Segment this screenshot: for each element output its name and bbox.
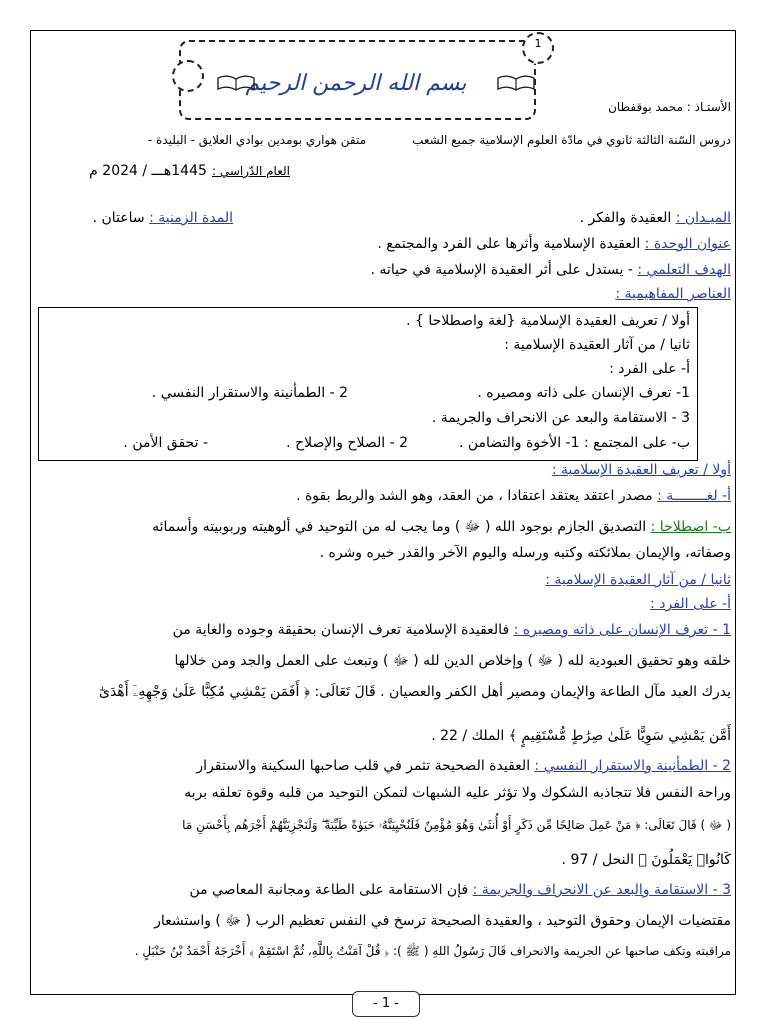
effect-3-label: 3 - الاستقامة والبعد عن الانحراف والجريمة : [472,882,731,898]
lang-text: مصدر اعتقد يعتقد اعتقادا ، من العقد، وهو الشد والربط بقوة . [296,488,653,504]
lang-definition [296,488,731,504]
concept-line: 2 - الطمأنينة والاستقرار النفسي . [151,385,348,401]
duration-value: ساعتان . [92,210,145,226]
concept-line: أولا / تعريف العقيدة الإسلامية {لغة واصطلاحا } . [406,313,690,329]
effect-1-cont: يدرك العبد مآل الطاعة والإيمان ومصير أهل الكفر والعصيان . قَالَ تَعَالَى: ﴿ أَفَمَن يَمْشِي مُكِبًّا عَلَىٰ وَجْهِهِۦٓ أَهْدَىٰٓ [99,684,731,700]
effect-3 [189,882,731,898]
concept-line: ثانيا / من آثار العقيدة الإسلامية : [504,337,690,353]
unit-line [377,236,731,252]
concepts-label: العناصر المفاهيمية : [615,286,731,302]
effect-1-label: 1 - تعرف الإنسان على ذاته ومصيره : [513,622,731,638]
duration-label: المدة الزمنية : [149,210,233,226]
goal-line [371,262,731,278]
term-label: ب- اصطلاحا : [650,519,731,535]
field-line [580,210,731,226]
effect-1-cont: أَمَّن يَمْشِي سَوِيًّا عَلَىٰ صِرَٰطٍ مُّسْتَقِيمٍ ﴾ الملك / 22 . [431,728,731,744]
effect-2-text: العقيدة الصحيحة تثمر في قلب صاحبها السكينة والاستقرار [196,758,531,774]
concept-line: 1- تعرف الإنسان على ذاته ومصيره . [477,385,690,401]
field-value: العقيدة والفكر . [579,210,672,226]
effect-2-cont: ( ﷻ ) قَالَ تَعَالَى: ﴿ مَنْ عَمِلَ صَالِحًا مِّن ذَكَرٍ أَوْ أُنثَىٰ وَهُوَ مُؤْمِنٌ فَلَنُحْيِيَنَّهُۥ حَيَوٰةً طَيِّبَةً ۖ وَلَنَجْزِيَنَّهُمْ أَجْرَهُم بِأَحْسَنِ مَا [182,818,731,832]
school-year [89,160,290,179]
teacher-name: الأستـاذ : محمد بوقفطان [608,100,731,114]
concept-line: 2 - الصلاح والإصلاح . [286,435,408,451]
concept-line: - تحقق الأمن . [123,435,208,451]
effect-2-label: 2 - الطمأنينة والاستقرار النفسي : [534,758,731,774]
subsection-title: أ- على الفرد : [650,596,731,612]
effect-1-cont: خلقه وهو تحقيق العبودية لله ( ﷻ ) وإخلاص الدين لله ( ﷻ ) وتبعث على العمل والجد ومن خلالها [174,653,731,669]
open-book-icon [216,74,256,92]
effect-3-cont: مراقبته وتكف صاحبها عن الجريمة والانحراف قَالَ رَسُولُ اللهِ ( ﷺ ): ﴿ قُلْ آمَنْتُ بِاللَّهِ، ثُمَّ اسْتَقِمْ ﴾ أَخْرَجَهُ أَحْمَدُ بْنُ حَنْبَلٍ . [134,944,731,958]
banner-number: 1 [534,37,542,50]
effect-2-cont: وراحة النفس فلا تتجاذبه الشكوك ولا تؤثر عليه الشبهات لتمكن التوحيد من قلبه وقوة تعلقه بربه [184,785,731,801]
section-title: أولا / تعريف العقيدة الإسلامية : [551,462,731,478]
effect-3-text: فإن الاستقامة على الطاعة ومجانبة المعاصي من [189,882,469,898]
lessons-title: دروس السّنة الثالثة ثانوي في مادّة العلوم الإسلامية جميع الشعب [412,133,731,147]
goal-value: - يستدل على أثر العقيدة الإسلامية في حياته . [370,262,633,278]
section-title: ثانيا / من آثار العقيدة الإسلامية : [545,572,731,588]
term-text-cont: وصفاته، والإيمان بملائكته وكتبه ورسله واليوم الآخر والقدر خيره وشره . [319,545,731,561]
effect-2 [196,758,731,774]
unit-value: العقيدة الإسلامية وأثرها على الفرد والمجتمع . [377,236,641,252]
concept-line: ب- على المجتمع : 1- الأخوة والتضامن . [458,435,690,451]
concept-line: 3 - الاستقامة والبعد عن الانحراف والجريمة . [431,410,690,426]
term-definition [152,518,731,538]
unit-label: عنوان الوحدة : [644,236,731,252]
effect-3-cont: مقتضيات الإيمان وحقوق التوحيد ، والعقيدة الصحيحة ترسخ في النفس تعظيم الرب ( ﷻ ) واستشعار [154,913,731,929]
effect-1 [173,622,731,638]
banner-corner-ornament [172,60,204,92]
field-label: الميـدان : [675,210,731,226]
open-book-icon [496,74,536,92]
lang-label: أ- لغــــــــة : [657,488,731,504]
school-name: متقن هواري بومدين بوادي العلايق - البليدة - [147,133,366,147]
duration-line [93,210,233,226]
term-text: التصديق الجازم بوجود الله ( ﷻ ) وما يجب له من التوحيد في ألوهيته وربوبيته وأسمائه [152,519,647,535]
goal-label: الهدف التعلمي : [637,262,731,278]
bismillah-calligraphy: بسم الله الرحمن الرحيم [245,71,467,96]
effect-2-cont: كَانُوا۟ يَعْمَلُونَ ﴾ النحل / 97 . [561,852,731,868]
school-year-label: العام الدّراسي : [211,164,290,178]
banner-corner-ornament [522,32,554,64]
effect-1-text: فالعقيدة الإسلامية تعرف الإنسان بحقيقة وجوده والغاية من [172,622,510,638]
page-number: - 1 - [352,991,420,1017]
concept-line: أ- على الفرد : [609,361,690,377]
school-year-value: 1445هـــ / 2024 م [89,163,207,179]
